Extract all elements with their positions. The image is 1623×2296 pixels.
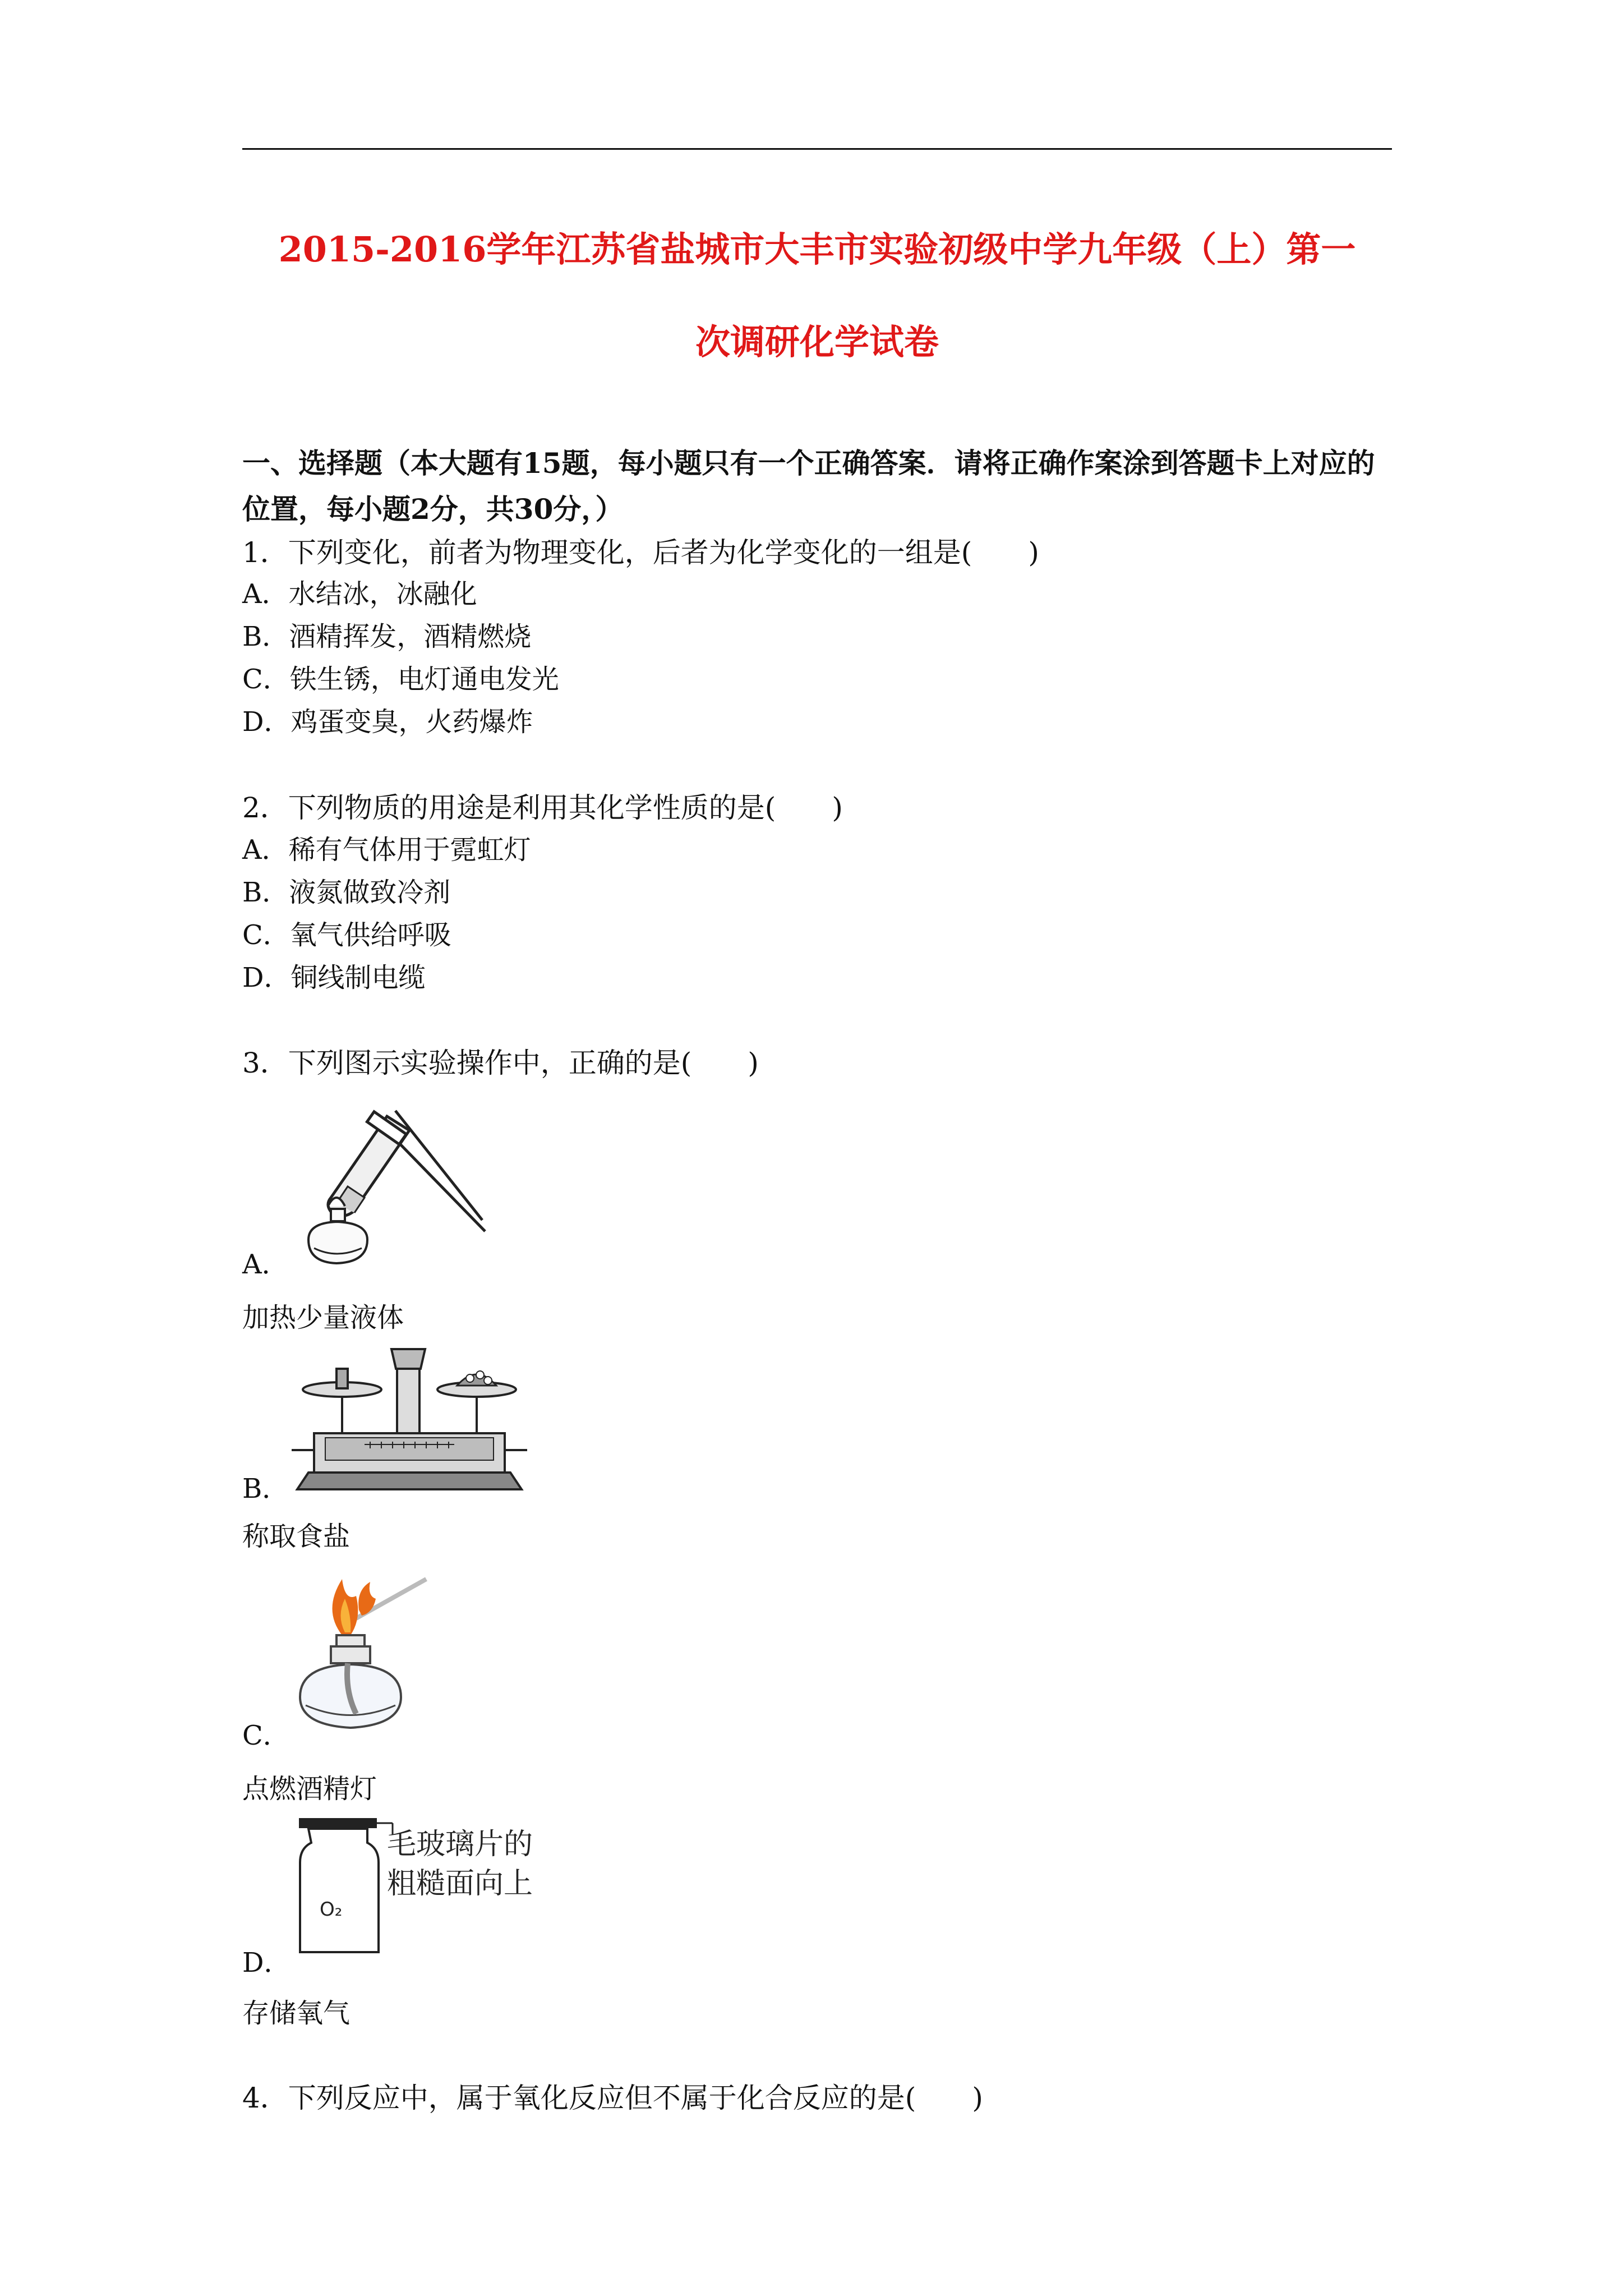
question-2-option-a: A．稀有气体用于霓虹灯 bbox=[242, 834, 531, 866]
page-title-line2: 次调研化学试卷 bbox=[695, 321, 939, 362]
alcohol-lamp-lighting-figure bbox=[289, 1557, 457, 1742]
balance-figure bbox=[292, 1338, 527, 1501]
question-3-option-b-letter: B． bbox=[242, 1473, 289, 1504]
gas-bottle-figure bbox=[289, 1809, 580, 1961]
question-2-option-b: B．液氮做致冷剂 bbox=[242, 877, 451, 908]
bottle-gas-label: O₂ bbox=[320, 1898, 343, 1921]
question-3-option-c-caption: 点燃酒精灯 bbox=[242, 1773, 377, 1805]
question-2-option-c: C．氧气供给呼吸 bbox=[242, 919, 451, 951]
question-3-option-d-caption: 存储氧气 bbox=[242, 1998, 351, 2029]
figure-d-label-line2: 粗糙面向上 bbox=[387, 1867, 533, 1901]
question-3-option-d-letter: D． bbox=[242, 1947, 291, 1978]
question-1-stem: 1．下列变化，前者为物理变化，后者为化学变化的一组是( ) bbox=[242, 536, 1039, 569]
question-1-option-b: B．酒精挥发，酒精燃烧 bbox=[242, 621, 532, 652]
section-heading: 一、选择题（本大题有15题，每小题只有一个正确答案．请将正确作案涂到答题卡上对应的位置，每小题2分，共30分，） bbox=[242, 447, 1375, 526]
question-2-stem: 2．下列物质的用途是利用其化学性质的是( ) bbox=[242, 792, 843, 824]
header-rule bbox=[242, 148, 1392, 150]
page-title-line1: 2015-2016学年江苏省盐城市大丰市实验初级中学九年级（上）第一 bbox=[278, 229, 1356, 270]
question-1-option-c: C．铁生锈，电灯通电发光 bbox=[242, 664, 559, 695]
question-3-option-c-letter: C． bbox=[242, 1720, 290, 1751]
question-4-stem: 4．下列反应中，属于氧化反应但不属于化合反应的是( ) bbox=[242, 2082, 983, 2114]
figure-d-label-line1: 毛玻璃片的 bbox=[387, 1828, 533, 1861]
question-1-option-d: D．鸡蛋变臭，火药爆炸 bbox=[242, 706, 533, 738]
question-3-option-a-caption: 加热少量液体 bbox=[242, 1302, 404, 1333]
question-3-option-b-caption: 称取食盐 bbox=[242, 1521, 351, 1552]
question-3-option-a-letter: A． bbox=[242, 1249, 289, 1280]
question-3-stem: 3．下列图示实验操作中，正确的是( ) bbox=[242, 1047, 759, 1079]
heating-liquid-figure bbox=[292, 1094, 494, 1273]
question-2-option-d: D．铜线制电缆 bbox=[242, 962, 426, 993]
question-1-option-a: A．水结冰，冰融化 bbox=[242, 578, 477, 610]
